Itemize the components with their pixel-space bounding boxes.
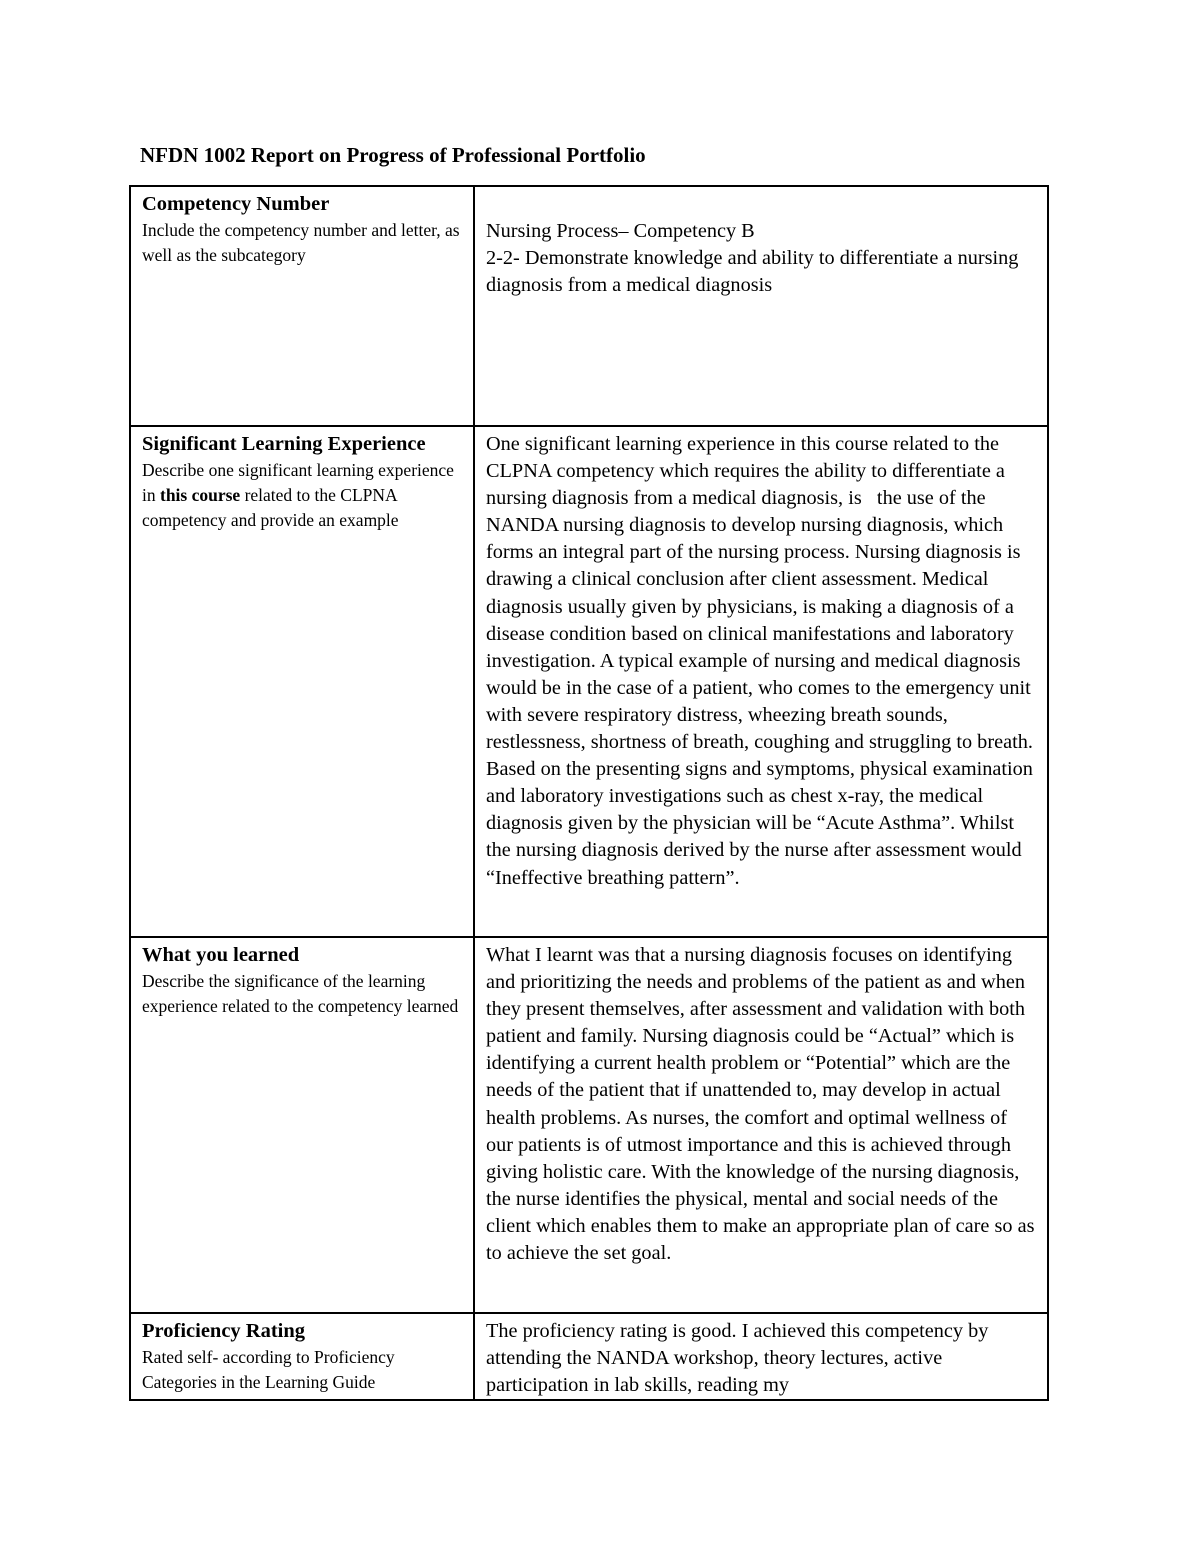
row-hint <box>142 458 463 533</box>
row-label: Significant Learning Experience <box>142 433 426 455</box>
competency-name: Nursing Process– Competency B <box>486 220 755 242</box>
row-label-cell <box>130 1313 474 1400</box>
row-answer: What I learnt was that a nursing diagnosis focuses on identifying and prioritizing the needs and problems of the patient as and when they present themselves, after assessment and validation with both patient and family. Nursing diagnosis could be “Actual” which is identifying a current health problem or “Potential” which are the needs of the patient that if unattended to, may develop in actual health problems. As nurses, the comfort and optimal wellness of our patients is of utmost importance and this is achieved through giving holistic care. With the knowledge of the nursing diagnosis, the nurse identifies the physical, mental and social needs of the client which enables them to make an appropriate plan of care so as to achieve the set goal. <box>486 944 1035 1265</box>
row-label-cell <box>130 937 474 1313</box>
row-hint: Include the competency number and letter, as well as the subcategory <box>142 220 460 265</box>
row-label-cell <box>130 186 474 426</box>
table-row <box>130 186 1048 426</box>
row-answer-cell <box>474 937 1048 1313</box>
portfolio-table <box>129 185 1049 1401</box>
row-answer-cell <box>474 426 1048 937</box>
row-label-cell <box>130 426 474 937</box>
row-hint: Describe the significance of the learning experience related to the competency learned <box>142 971 459 1016</box>
table-row <box>130 937 1048 1313</box>
table-row <box>130 426 1048 937</box>
row-label: What you learned <box>142 944 300 966</box>
row-hint-part: related to the CLPNA competency and provide an example <box>142 485 399 530</box>
row-answer-cell <box>474 186 1048 426</box>
row-hint-emphasis: this course <box>160 485 241 505</box>
table-row <box>130 1313 1048 1400</box>
row-hint: Rated self- according to Proficiency Categories in the Learning Guide <box>142 1347 395 1392</box>
row-label: Proficiency Rating <box>142 1320 306 1342</box>
row-answer: The proficiency rating is good. I achieved this competency by attending the NANDA workshop, theory lectures, active participation in lab skills, reading my <box>486 1320 989 1397</box>
row-answer: One significant learning experience in this course related to the CLPNA competency which requires the ability to differentiate a nursing diagnosis from a medical diagnosis, is the use of the NANDA nursing diagnosis to develop nursing diagnosis, which forms an integral part of the nursing process. Nursing diagnosis is drawing a clinical conclusion after client assessment. Medical diagnosis usually given by physicians, is making a diagnosis of a disease condition based on clinical manifestations and laboratory investigation. A typical example of nursing and medical diagnosis would be in the case of a patient, who comes to the emergency unit with severe respiratory distress, wheezing breath sounds, restlessness, shortness of breath, coughing and struggling to breath. Based on the presenting signs and symptoms, physical examination and laboratory investigations such as chest x-ray, the medical diagnosis given by the physician will be “Acute Asthma”. Whilst the nursing diagnosis derived by the nurse after assessment would “Ineffective breathing pattern”. <box>486 433 1039 889</box>
competency-description: 2-2- Demonstrate knowledge and ability to differentiate a nursing diagnosis from a medical diagnosis <box>486 247 1019 297</box>
row-label: Competency Number <box>142 193 330 215</box>
row-answer-cell <box>474 1313 1048 1400</box>
row-hint-part: Describe one significant learning experience in <box>142 460 454 505</box>
document-title: NFDN 1002 Report on Progress of Professional Portfolio <box>140 143 646 167</box>
